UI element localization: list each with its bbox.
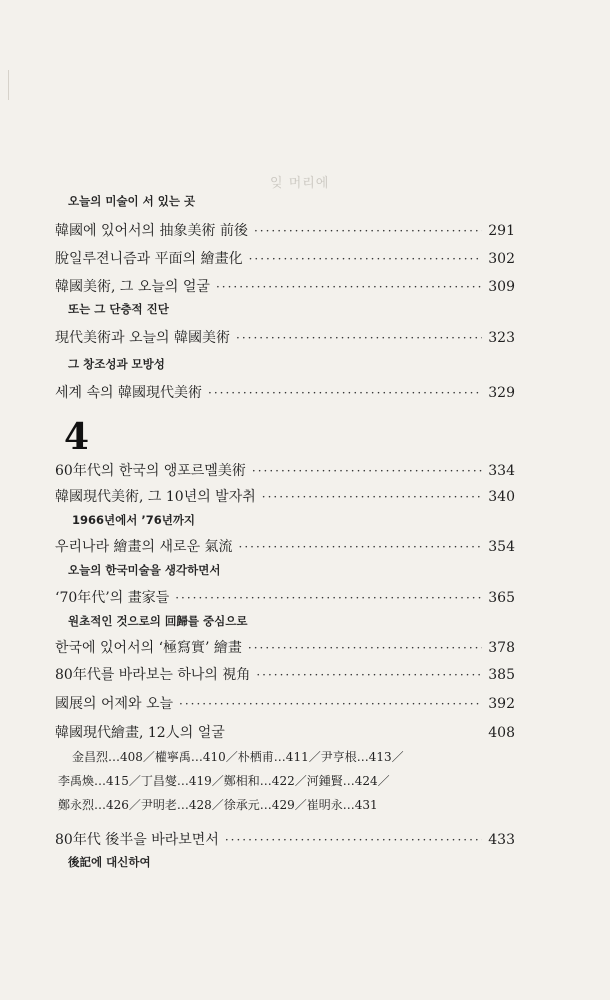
toc-entry[interactable] (55, 219, 515, 243)
entry-title: 80年代 後半을 바라보면서 (55, 832, 219, 848)
toc-entry[interactable] (55, 692, 515, 716)
leader-dots (175, 586, 482, 610)
page-number: 340 (488, 489, 515, 505)
entry-title: 80年代를 바라보는 하나의 視角 (55, 667, 251, 683)
leader-dots (216, 275, 482, 299)
entry-title: 세계 속의 韓國現代美術 (55, 385, 202, 401)
entry-title: 韓國現代美術, 그 10년의 발자취 (55, 489, 256, 505)
leader-dots (208, 381, 482, 405)
toc-entry[interactable] (55, 663, 515, 687)
page-number: 385 (488, 667, 515, 683)
entry-title: 60年代의 한국의 앵포르멜美術 (55, 463, 246, 479)
artist-list-line: 鄭永烈…426／尹明老…428／徐承元…429／崔明永…431 (58, 798, 378, 812)
subtitle: 오늘의 한국미술을 생각하면서 (68, 563, 221, 577)
leader-dots (179, 692, 482, 716)
leader-dots (256, 663, 482, 687)
page-number: 334 (488, 463, 515, 479)
leader-dots (239, 535, 483, 559)
artist-list-line: 金昌烈…408／權寧禹…410／朴栖甫…411／尹亨根…413／ (72, 750, 404, 764)
leader-dots (248, 636, 482, 660)
subtitle: 그 창조성과 모방성 (68, 357, 165, 371)
toc-entry[interactable] (55, 247, 515, 271)
page-number: 291 (488, 223, 515, 239)
subtitle: 1966년에서 ’76년까지 (72, 513, 196, 527)
page-number: 309 (488, 279, 515, 295)
toc-entry[interactable] (55, 459, 515, 483)
entry-title: 韓國美術, 그 오늘의 얼굴 (55, 279, 210, 295)
entry-title: 韓國現代繪畫, 12人의 얼굴 (55, 725, 225, 741)
section-number: 4 (64, 416, 90, 458)
toc-entry[interactable] (55, 381, 515, 405)
entry-title: ‘70年代’의 畫家들 (55, 590, 170, 606)
page-number: 408 (488, 725, 515, 741)
entry-title: 한국에 있어서의 ‘極寫實’ 繪畫 (55, 640, 242, 656)
leader-dots (262, 485, 483, 509)
subtitle: 오늘의 미술이 서 있는 곳 (68, 194, 196, 208)
toc-entry[interactable] (55, 485, 515, 509)
artist-list-line: 李禹煥…415／丁昌燮…419／鄭相和…422／河鍾賢…424／ (58, 774, 390, 788)
toc-entry[interactable] (55, 636, 515, 660)
entry-title: 國展의 어제와 오늘 (55, 696, 174, 712)
show-through-heading: 잊 머리에 (270, 176, 330, 191)
leader-dots (236, 326, 482, 350)
toc-entry[interactable] (55, 586, 515, 610)
page-number: 365 (488, 590, 515, 606)
toc-entry[interactable] (55, 535, 515, 559)
leader-dots (249, 247, 483, 271)
entry-title: 韓國에 있어서의 抽象美術 前後 (55, 223, 248, 239)
page-number: 329 (488, 385, 515, 401)
page-number: 354 (488, 539, 515, 555)
page-number: 323 (488, 330, 515, 346)
margin-mark (8, 70, 9, 100)
toc-entry[interactable] (55, 721, 515, 745)
toc-entry[interactable] (55, 326, 515, 350)
leader-dots (254, 219, 482, 243)
toc-entry[interactable] (55, 828, 515, 852)
page-number: 302 (488, 251, 515, 267)
toc-entry[interactable] (55, 275, 515, 299)
page-number: 392 (488, 696, 515, 712)
leader-dots (225, 828, 482, 852)
subtitle: 後記에 대신하여 (68, 855, 151, 869)
page-number: 378 (488, 640, 515, 656)
entry-title: 脫일루젼니즘과 平面의 繪畫化 (55, 251, 243, 267)
page-number: 433 (488, 832, 515, 848)
subtitle: 원초적인 것으로의 回歸를 중심으로 (68, 614, 248, 628)
entry-title: 우리나라 繪畫의 새로운 氣流 (55, 539, 233, 555)
leader-dots (252, 459, 482, 483)
subtitle: 또는 그 단층적 진단 (68, 302, 169, 316)
entry-title: 現代美術과 오늘의 韓國美術 (55, 330, 230, 346)
